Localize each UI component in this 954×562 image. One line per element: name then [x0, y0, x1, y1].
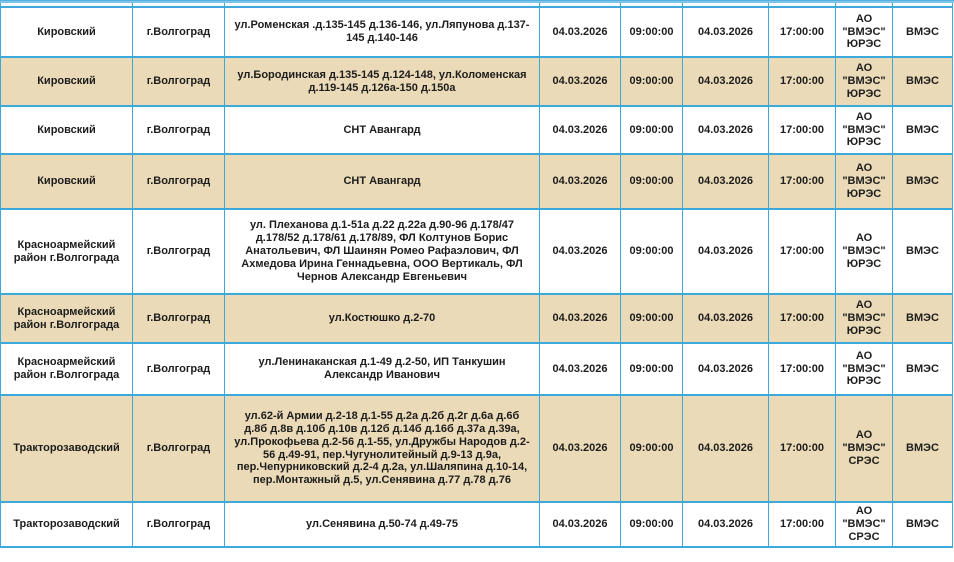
cell-date_end: 04.03.2026 [683, 395, 769, 502]
cell-city: г.Волгоград [133, 395, 225, 502]
cell-time_end: 17:00:00 [769, 57, 836, 106]
cell-time_start: 09:00:00 [621, 154, 683, 209]
cell-network: ВМЭС [893, 57, 953, 106]
cell-time_start: 09:00:00 [621, 7, 683, 57]
cell-time_start: 09:00:00 [621, 395, 683, 502]
outage-schedule-table [0, 3, 953, 548]
cell-network: ВМЭС [893, 106, 953, 154]
cell-date_end: 04.03.2026 [683, 343, 769, 395]
cell-time_start: 09:00:00 [621, 209, 683, 294]
cell-district: Кировский [1, 106, 133, 154]
cell-org: АО "ВМЭС" ЮРЭС [836, 106, 893, 154]
cell-district: Тракторозаводский [1, 395, 133, 502]
cell-city: г.Волгоград [133, 154, 225, 209]
table-row [1, 209, 953, 294]
cell-date_start: 04.03.2026 [540, 154, 621, 209]
cell-date_end: 04.03.2026 [683, 7, 769, 57]
cell-org: АО "ВМЭС" СРЭС [836, 395, 893, 502]
cell-time_end: 17:00:00 [769, 7, 836, 57]
table-row [1, 343, 953, 395]
cell-network: ВМЭС [893, 294, 953, 343]
cell-org: АО "ВМЭС" ЮРЭС [836, 154, 893, 209]
cell-district: Красноармейский район г.Волгограда [1, 209, 133, 294]
table-row [1, 57, 953, 106]
cell-date_start: 04.03.2026 [540, 209, 621, 294]
cell-network: ВМЭС [893, 502, 953, 547]
cell-addresses: ул.Бородинская д.135-145 д.124-148, ул.Коломенская д.119-145 д.126а-150 д.150а [225, 57, 540, 106]
cell-district: Кировский [1, 57, 133, 106]
cell-time_start: 09:00:00 [621, 502, 683, 547]
cell-city: г.Волгоград [133, 343, 225, 395]
cell-addresses: ул.Роменская .д.135-145 д.136-146, ул.Ляпунова д.137-145 д.140-146 [225, 7, 540, 57]
cell-time_end: 17:00:00 [769, 343, 836, 395]
cell-date_start: 04.03.2026 [540, 502, 621, 547]
cell-network: ВМЭС [893, 395, 953, 502]
cell-date_start: 04.03.2026 [540, 57, 621, 106]
cell-time_end: 17:00:00 [769, 154, 836, 209]
cell-date_end: 04.03.2026 [683, 154, 769, 209]
outage-schedule-body [1, 3, 953, 547]
cell-addresses: ул.Сенявина д.50-74 д.49-75 [225, 502, 540, 547]
cell-city: г.Волгоград [133, 209, 225, 294]
table-row [1, 502, 953, 547]
cell-date_end: 04.03.2026 [683, 209, 769, 294]
table-row [1, 154, 953, 209]
cell-org: АО "ВМЭС" ЮРЭС [836, 7, 893, 57]
cell-city: г.Волгоград [133, 57, 225, 106]
cell-time_end: 17:00:00 [769, 294, 836, 343]
cell-city: г.Волгоград [133, 294, 225, 343]
cell-addresses: СНТ Авангард [225, 106, 540, 154]
table-row [1, 106, 953, 154]
cell-network: ВМЭС [893, 209, 953, 294]
cell-time_end: 17:00:00 [769, 502, 836, 547]
cell-city: г.Волгоград [133, 106, 225, 154]
cell-district: Красноармейский район г.Волгограда [1, 343, 133, 395]
cell-time_start: 09:00:00 [621, 57, 683, 106]
cell-org: АО "ВМЭС" ЮРЭС [836, 209, 893, 294]
cell-date_start: 04.03.2026 [540, 106, 621, 154]
cell-time_end: 17:00:00 [769, 106, 836, 154]
cell-date_start: 04.03.2026 [540, 7, 621, 57]
cell-network: ВМЭС [893, 7, 953, 57]
cell-addresses: СНТ Авангард [225, 154, 540, 209]
cell-time_start: 09:00:00 [621, 294, 683, 343]
cell-org: АО "ВМЭС" ЮРЭС [836, 294, 893, 343]
cell-addresses: ул.Костюшко д.2-70 [225, 294, 540, 343]
cell-district: Кировский [1, 154, 133, 209]
table-row [1, 395, 953, 502]
cell-org: АО "ВМЭС" ЮРЭС [836, 343, 893, 395]
cell-city: г.Волгоград [133, 502, 225, 547]
cell-time_start: 09:00:00 [621, 106, 683, 154]
cell-org: АО "ВМЭС" СРЭС [836, 502, 893, 547]
cell-date_end: 04.03.2026 [683, 57, 769, 106]
cell-district: Тракторозаводский [1, 502, 133, 547]
cell-city: г.Волгоград [133, 7, 225, 57]
cell-network: ВМЭС [893, 154, 953, 209]
cell-addresses: ул.62-й Армии д.2-18 д.1-55 д.2а д.2б д.2г д.6а д.6б д.8б д.8в д.10б д.10в д.12б д.14б д.16б д.37а д.39а, ул.Прокофьева д.2-56 д.1-55, ул.Дружбы Народов д.2-56 д.49-91, пер.Чугунолитейный д.9-13 д.9а, пер.Чепурниковский д.2-4 д.2а, ул.Шаляпина д.10-14, пер.Монтажный д.5, ул.Сенявина д.77 д.78 д.76 [225, 395, 540, 502]
table-row [1, 7, 953, 57]
cell-org: АО "ВМЭС" ЮРЭС [836, 57, 893, 106]
cell-date_start: 04.03.2026 [540, 294, 621, 343]
table-row [1, 294, 953, 343]
cell-date_start: 04.03.2026 [540, 343, 621, 395]
cell-district: Кировский [1, 7, 133, 57]
cell-time_end: 17:00:00 [769, 395, 836, 502]
cell-date_end: 04.03.2026 [683, 294, 769, 343]
cell-date_start: 04.03.2026 [540, 395, 621, 502]
cell-time_end: 17:00:00 [769, 209, 836, 294]
cell-date_end: 04.03.2026 [683, 502, 769, 547]
cell-network: ВМЭС [893, 343, 953, 395]
cell-time_start: 09:00:00 [621, 343, 683, 395]
cell-date_end: 04.03.2026 [683, 106, 769, 154]
cell-addresses: ул. Плеханова д.1-51а д.22 д.22а д.90-96 д.178/47 д.178/52 д.178/61 д.178/89, ФЛ Колтунов Борис Анатольевич, ФЛ Шаинян Ромео Рафаэлович, ФЛ Ахмедова Ирина Геннадьевна, ООО Вертикаль, ФЛ Чернов Александр Евгеньевич [225, 209, 540, 294]
cell-addresses: ул.Ленинаканская д.1-49 д.2-50, ИП Танкушин Александр Иванович [225, 343, 540, 395]
cell-district: Красноармейский район г.Волгограда [1, 294, 133, 343]
